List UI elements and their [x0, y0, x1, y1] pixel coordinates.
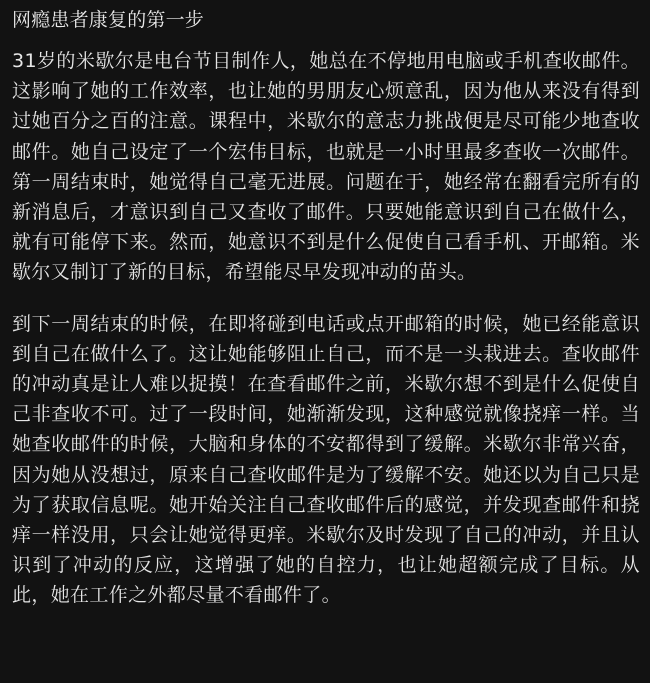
article-paragraph-2: 到下一周结束的时候，在即将碰到电话或点开邮箱的时候，她已经能意识到自己在做什么了。这让她能够阻止自己，而不是一头栽进去。查收邮件的冲动真是让人难以捉摸！在查看邮件之前，米歇尔想不到是什么促使自己非查收不可。过了一段时间，她渐渐发现，这种感觉就像挠痒一样。当她查收邮件的时候，大脑和身体的不安都得到了缓解。米歇尔非常兴奋，因为她从没想过，原来自己查收邮件是为了缓解不安。她还以为自己只是为了获取信息呢。她开始关注自己查收邮件后的感觉，并发现查邮件和挠痒一样没用，只会让她觉得更痒。米歇尔及时发现了自己的冲动，并且认识到了冲动的反应，这增强了她的自控力，也让她超额完成了目标。从此，她在工作之外都尽量不看邮件了。 [12, 312, 640, 607]
article-title: 网瘾患者康复的第一步 [12, 9, 205, 31]
article-paragraph-1: 31岁的米歇尔是电台节目制作人，她总在不停地用电脑或手机查收邮件。这影响了她的工作效率，也让她的男朋友心烦意乱，因为他从来没有得到过她百分之百的注意。课程中，米歇尔的意志力挑战便是尽可能少地查收邮件。她自己设定了一个宏伟目标，也就是一小时里最多查收一次邮件。第一周结束时，她觉得自己毫无进展。问题在于，她经常在翻看完所有的新消息后，才意识到自己又查收了邮件。只要她能意识到自己在做什么，就有可能停下来。然而，她意识不到是什么促使自己看手机、开邮箱。米歇尔又制订了新的目标，希望能尽早发现冲动的苗头。 [12, 50, 640, 284]
